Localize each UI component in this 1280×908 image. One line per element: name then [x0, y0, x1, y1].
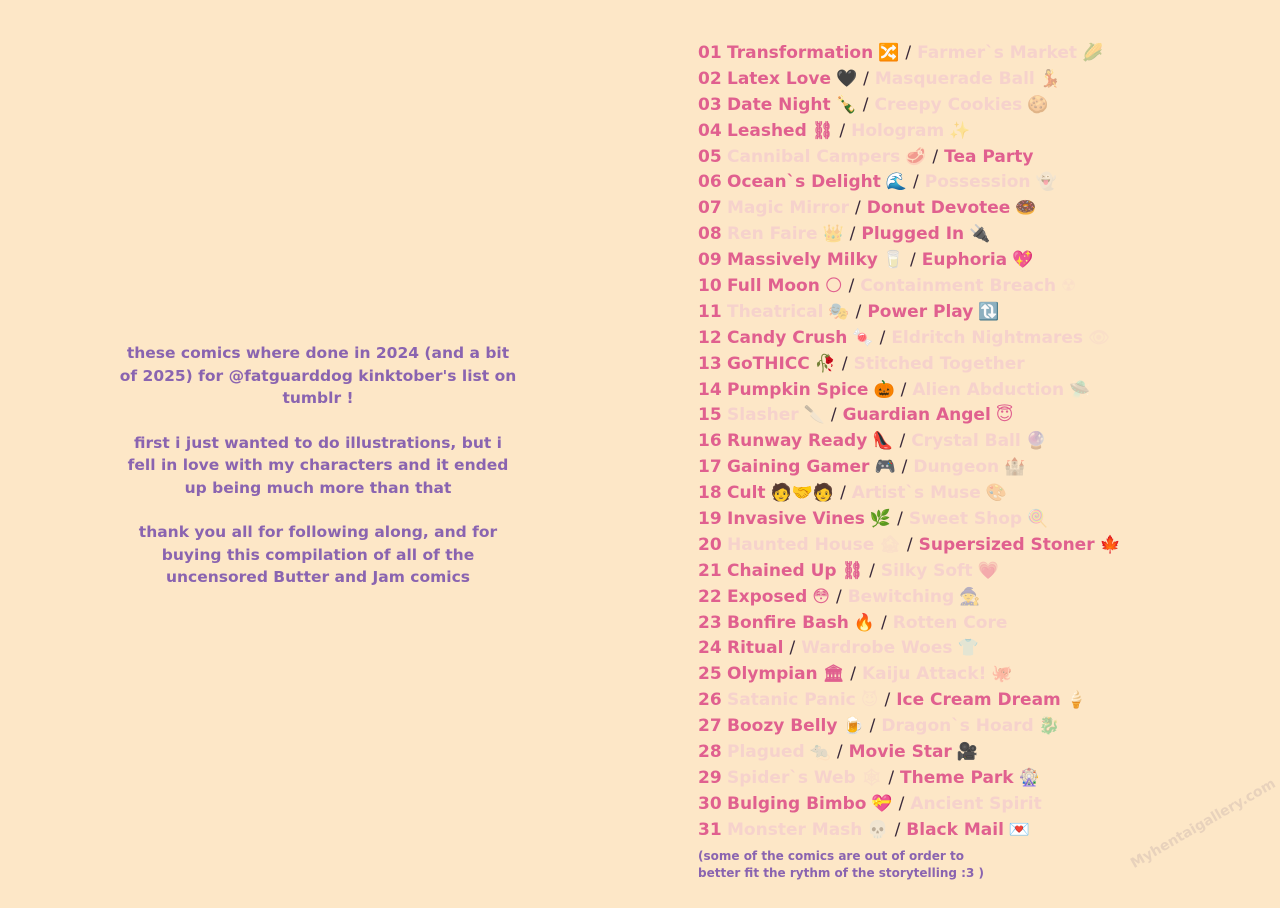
prompt-label: Silky Soft: [880, 560, 973, 581]
prompt-label: Runway Ready: [727, 431, 868, 452]
prompt-option-b: [881, 716, 1060, 736]
prompt-label: Candy Crush: [727, 327, 848, 348]
intro-text: [118, 342, 518, 611]
prompt-label: Supersized Stoner: [918, 534, 1095, 555]
emoji-icon: 💗: [977, 560, 999, 581]
list-item: [698, 274, 1258, 300]
item-number: 13: [698, 353, 722, 374]
prompt-label: Ice Cream Dream: [896, 690, 1061, 711]
prompt-label: Theatrical: [727, 301, 824, 322]
list-item: [698, 533, 1258, 559]
item-number: 25: [698, 664, 722, 685]
list-item: [698, 93, 1258, 119]
item-number: 31: [698, 819, 722, 840]
item-number: 21: [698, 560, 722, 581]
prompt-label: Transformation: [727, 43, 874, 63]
item-number: 18: [698, 483, 722, 504]
item-number: 22: [698, 586, 722, 607]
emoji-icon: 🌊: [885, 172, 908, 193]
emoji-icon: 🌿: [869, 509, 892, 530]
item-number: 29: [698, 767, 722, 788]
prompt-label: Gaining Gamer: [727, 457, 870, 478]
separator: /: [830, 405, 837, 426]
separator: /: [906, 534, 913, 555]
separator: /: [932, 146, 939, 167]
emoji-icon: 🔃: [978, 301, 1000, 322]
prompt-option-a: [727, 405, 825, 425]
prompt-option-b: [862, 664, 1013, 684]
prompt-label: Tea Party: [944, 146, 1034, 167]
prompt-label: Bulging Bimbo: [727, 793, 867, 814]
emoji-icon: 🍾: [835, 94, 857, 115]
prompt-label: Exposed: [727, 586, 808, 607]
list-item: [698, 403, 1258, 429]
prompt-option-a: [727, 638, 783, 658]
separator: /: [900, 379, 907, 400]
emoji-icon: 🔀: [878, 43, 900, 63]
item-number: 11: [698, 301, 722, 322]
emoji-icon: 🍪: [1027, 94, 1049, 115]
separator: /: [841, 353, 848, 374]
prompt-option-a: [727, 224, 844, 244]
prompt-label: Euphoria: [921, 250, 1008, 271]
prompt-option-a: [727, 354, 836, 374]
prompt-label: Wardrobe Woes: [801, 638, 953, 659]
prompt-option-a: [727, 431, 893, 451]
prompt-option-a: [727, 535, 901, 555]
item-number: 06: [698, 172, 722, 193]
emoji-icon: 🕸: [860, 767, 883, 788]
prompt-label: Stitched Together: [853, 353, 1025, 374]
prompt-label: Satanic Panic: [727, 690, 856, 711]
prompt-label: Full Moon: [727, 276, 820, 297]
item-number: 03: [698, 94, 722, 115]
prompt-label: Hologram: [851, 120, 945, 141]
prompt-option-b: [848, 587, 981, 607]
emoji-icon: 🔌: [969, 224, 991, 245]
prompt-label: Bewitching: [847, 586, 955, 607]
prompt-option-a: [727, 483, 834, 503]
prompt-label: Power Play: [867, 301, 974, 322]
prompt-option-b: [917, 43, 1103, 63]
emoji-icon: 🔮: [1025, 431, 1047, 452]
prompt-option-a: [727, 587, 830, 607]
separator: /: [901, 457, 908, 478]
prompt-label: Date Night: [727, 94, 831, 115]
separator: /: [881, 612, 887, 633]
emoji-icon: 😳: [812, 586, 830, 607]
emoji-icon: 💖: [1012, 250, 1034, 271]
emoji-icon: ✨: [949, 120, 971, 141]
emoji-icon: 🎮: [874, 457, 896, 478]
prompt-option-a: [727, 121, 833, 141]
list-item: [698, 326, 1258, 352]
list-item: [698, 714, 1258, 740]
prompt-label: Ren Faire: [727, 224, 818, 245]
order-note-line-1: (some of the comics are out of order to: [698, 849, 964, 863]
item-number: 09: [698, 250, 722, 271]
separator: /: [879, 327, 886, 348]
prompt-option-a: [727, 380, 895, 400]
list-item: [698, 378, 1258, 404]
prompt-label: Movie Star: [848, 742, 952, 763]
item-number: 30: [698, 793, 722, 814]
prompt-label: Plagued: [727, 742, 805, 763]
list-item: [698, 248, 1258, 274]
prompt-option-a: [727, 742, 831, 762]
list-item: [698, 300, 1258, 326]
prompt-label: Possession: [924, 172, 1031, 193]
list-item: [698, 41, 1258, 67]
item-number: 20: [698, 534, 722, 555]
prompt-label: Plugged In: [861, 224, 965, 245]
intro-paragraph-2: first i just wanted to do illustrations, but i fell in love with my characters and it ended up being much more than that: [127, 433, 509, 497]
prompt-option-a: [727, 172, 907, 192]
emoji-icon: 🍩: [1015, 198, 1037, 219]
separator: /: [897, 509, 903, 530]
list-item: [698, 196, 1258, 222]
prompt-option-b: [867, 302, 999, 322]
prompt-option-b: [881, 561, 999, 581]
prompt-option-b: [944, 147, 1033, 167]
list-item: [698, 170, 1258, 196]
intro-paragraph-3: thank you all for following along, and for buying this compilation of all of the uncensored Butter and Jam comics: [138, 523, 498, 586]
prompt-option-b: [852, 483, 1007, 503]
list-item: [698, 559, 1258, 585]
list-item: [698, 119, 1258, 145]
prompt-option-a: [727, 457, 896, 477]
emoji-icon: 🌽: [1082, 43, 1104, 63]
prompt-label: Alien Abduction: [912, 379, 1065, 400]
emoji-icon: 🥀: [814, 353, 836, 374]
emoji-icon: 🏰: [1004, 457, 1026, 478]
separator: /: [855, 301, 862, 322]
prompt-option-b: [843, 405, 1014, 425]
emoji-icon: ⛓: [841, 560, 864, 581]
prompt-label: Kaiju Attack!: [861, 664, 987, 685]
list-item: [698, 662, 1258, 688]
prompt-option-a: [727, 794, 893, 814]
prompt-label: Dungeon: [913, 457, 1000, 478]
separator: /: [848, 276, 855, 297]
emoji-icon: 🐙: [991, 664, 1013, 685]
prompt-label: Ritual: [727, 638, 784, 659]
prompt-label: Boozy Belly: [727, 716, 838, 737]
prompt-option-a: [727, 613, 875, 633]
separator: /: [910, 250, 916, 271]
prompt-option-a: [727, 250, 904, 270]
list-item: [698, 611, 1258, 637]
prompt-option-b: [860, 276, 1076, 296]
item-number: 15: [698, 405, 722, 426]
prompt-option-a: [727, 716, 864, 736]
separator: /: [869, 716, 876, 737]
order-note-line-2: better fit the rythm of the storytelling :3 ): [698, 866, 984, 880]
prompt-label: Bonfire Bash: [727, 612, 849, 633]
prompt-option-b: [909, 509, 1048, 529]
item-number: 04: [698, 120, 722, 141]
emoji-icon: 👻: [1035, 172, 1057, 193]
prompt-option-b: [900, 768, 1040, 788]
prompt-label: Latex Love: [727, 68, 831, 89]
emoji-icon: 🧙: [959, 586, 981, 607]
list-item: [698, 352, 1258, 378]
list-item: [698, 688, 1258, 714]
prompt-option-a: [727, 147, 926, 167]
prompt-option-b: [911, 431, 1047, 451]
prompt-option-a: [727, 198, 849, 218]
prompt-option-b: [851, 121, 970, 141]
list-item: [698, 145, 1258, 171]
order-note: [698, 848, 998, 882]
prompt-option-b: [893, 613, 1008, 633]
prompt-option-b: [891, 328, 1109, 348]
item-number: 05: [698, 146, 722, 167]
prompt-option-b: [861, 224, 990, 244]
emoji-icon: 🐉: [1038, 716, 1060, 737]
prompt-label: Farmer`s Market: [917, 43, 1078, 63]
emoji-icon: 🔪: [803, 405, 825, 426]
list-item: [698, 222, 1258, 248]
prompt-option-a: [727, 95, 857, 115]
prompt-option-a: [727, 276, 843, 296]
prompt-option-a: [727, 768, 882, 788]
prompt-label: Sweet Shop: [908, 509, 1023, 530]
emoji-icon: 🎃: [873, 379, 895, 400]
prompt-option-b: [925, 172, 1057, 192]
list-item: [698, 766, 1258, 792]
prompt-label: GoTHICC: [727, 353, 810, 374]
prompt-label: Monster Mash: [727, 819, 863, 840]
prompt-label: Rotten Core: [892, 612, 1008, 633]
emoji-icon: 🎡: [1018, 767, 1040, 788]
emoji-icon: 🐀: [809, 742, 831, 763]
separator: /: [849, 224, 856, 245]
prompt-option-b: [912, 380, 1090, 400]
list-item: [698, 740, 1258, 766]
prompt-label: Chained Up: [727, 560, 837, 581]
item-number: 16: [698, 431, 722, 452]
prompt-option-a: [727, 561, 863, 581]
emoji-icon: ⛓: [811, 120, 834, 141]
prompt-option-b: [875, 95, 1049, 115]
emoji-icon: 🌕: [824, 276, 843, 297]
item-number: 07: [698, 198, 722, 219]
prompt-label: Dragon`s Hoard: [881, 716, 1034, 737]
emoji-icon: 💃: [1039, 68, 1061, 89]
prompt-option-a: [727, 664, 844, 684]
separator: /: [894, 819, 901, 840]
emoji-icon: 👑: [822, 224, 844, 245]
emoji-icon: 🍭: [1027, 509, 1049, 530]
prompt-option-b: [922, 250, 1034, 270]
item-number: 19: [698, 509, 722, 530]
prompt-label: Leashed: [727, 120, 807, 141]
prompt-label: Spider`s Web: [727, 767, 856, 788]
prompt-option-b: [906, 820, 1030, 840]
prompt-option-a: [727, 43, 899, 63]
emoji-icon: 🎥: [956, 742, 978, 763]
list-item: [698, 585, 1258, 611]
list-item: [698, 507, 1258, 533]
item-number: 24: [698, 638, 722, 659]
list-item: [698, 455, 1258, 481]
item-number: 01: [698, 43, 722, 63]
prompt-label: Masquerade Ball: [874, 68, 1035, 89]
separator: /: [854, 198, 861, 219]
separator: /: [839, 120, 846, 141]
emoji-icon: 🍁: [1099, 534, 1121, 555]
prompt-label: Creepy Cookies: [874, 94, 1023, 115]
item-number: 02: [698, 68, 722, 89]
emoji-icon: 🍬: [852, 327, 874, 348]
separator: /: [862, 94, 869, 115]
prompt-list: [698, 41, 1258, 844]
emoji-icon: 👠: [872, 431, 894, 452]
prompt-option-b: [875, 69, 1061, 89]
emoji-icon: 🎨: [985, 483, 1007, 504]
prompt-option-b: [849, 742, 978, 762]
separator: /: [789, 638, 796, 659]
prompt-option-b: [913, 457, 1025, 477]
prompt-label: Ancient Spirit: [910, 793, 1042, 814]
separator: /: [850, 664, 856, 685]
prompt-option-b: [910, 794, 1041, 814]
prompt-label: Crystal Ball: [911, 431, 1021, 452]
prompt-option-b: [854, 354, 1025, 374]
list-item: [698, 636, 1258, 662]
separator: /: [905, 43, 912, 63]
emoji-icon: 😈: [860, 690, 879, 711]
emoji-icon: 🥛: [882, 250, 905, 271]
prompt-label: Cannibal Campers: [727, 146, 901, 167]
list-item: [698, 792, 1258, 818]
prompt-option-a: [727, 69, 857, 89]
prompt-label: Theme Park: [900, 767, 1014, 788]
prompt-option-a: [727, 328, 874, 348]
prompt-option-a: [727, 820, 889, 840]
emoji-icon: 🍺: [842, 716, 864, 737]
item-number: 10: [698, 276, 722, 297]
prompt-label: Guardian Angel: [842, 405, 991, 426]
item-number: 23: [698, 612, 722, 633]
prompt-label: Donut Devotee: [866, 198, 1011, 219]
item-number: 26: [698, 690, 722, 711]
prompt-label: Cult: [727, 483, 766, 504]
emoji-icon: 🍦: [1065, 690, 1087, 711]
prompt-option-b: [801, 638, 979, 658]
emoji-icon: 💌: [1008, 819, 1031, 840]
emoji-icon: ☢: [1061, 276, 1077, 297]
emoji-icon: 🥩: [905, 146, 927, 167]
prompt-label: Eldritch Nightmares: [891, 327, 1084, 348]
item-number: 17: [698, 457, 722, 478]
prompt-label: Invasive Vines: [727, 509, 865, 530]
separator: /: [884, 690, 891, 711]
emoji-icon: 🎭: [828, 301, 850, 322]
prompt-label: Slasher: [727, 405, 799, 426]
emoji-icon: 👕: [957, 638, 979, 659]
emoji-icon: 💀: [867, 819, 889, 840]
prompt-label: Haunted House: [727, 534, 875, 555]
prompt-label: Artist`s Muse: [851, 483, 981, 504]
prompt-option-b: [919, 535, 1121, 555]
prompt-option-a: [727, 509, 891, 529]
item-number: 28: [698, 742, 722, 763]
separator: /: [835, 586, 842, 607]
prompt-label: Massively Milky: [727, 250, 878, 271]
emoji-icon: 👁: [1088, 327, 1110, 348]
emoji-icon: 🛸: [1069, 379, 1091, 400]
prompt-option-a: [727, 302, 850, 322]
emoji-icon: 🧑🤝🧑: [770, 483, 835, 504]
prompt-label: Pumpkin Spice: [727, 379, 869, 400]
separator: /: [913, 172, 919, 193]
watermark: Myhentaigallery.com: [1128, 775, 1279, 872]
item-number: 08: [698, 224, 722, 245]
separator: /: [840, 483, 846, 504]
prompt-option-b: [867, 198, 1037, 218]
prompt-option-a: [727, 690, 878, 710]
separator: /: [899, 431, 906, 452]
prompt-label: Black Mail: [906, 819, 1004, 840]
emoji-icon: 🏛: [822, 664, 845, 685]
item-number: 14: [698, 379, 722, 400]
separator: /: [869, 560, 875, 581]
emoji-icon: 🖤: [835, 68, 858, 89]
list-item: [698, 67, 1258, 93]
intro-paragraph-1: these comics where done in 2024 (and a bit of 2025) for @fatguarddog kinktober's list on tumblr !: [119, 344, 517, 407]
prompt-label: Ocean`s Delight: [727, 172, 881, 193]
prompt-label: Olympian: [727, 664, 818, 685]
separator: /: [836, 742, 843, 763]
item-number: 27: [698, 716, 722, 737]
list-item: [698, 481, 1258, 507]
list-item: [698, 429, 1258, 455]
prompt-label: Containment Breach: [860, 276, 1056, 297]
prompt-option-b: [896, 690, 1087, 710]
prompt-label: Magic Mirror: [727, 198, 849, 219]
emoji-icon: 🔥: [853, 612, 875, 633]
emoji-icon: 🏚: [879, 534, 901, 555]
emoji-icon: 💝: [871, 793, 893, 814]
separator: /: [898, 793, 905, 814]
item-number: 12: [698, 327, 722, 348]
separator: /: [888, 767, 895, 788]
separator: /: [863, 68, 869, 89]
emoji-icon: 😇: [995, 405, 1014, 426]
